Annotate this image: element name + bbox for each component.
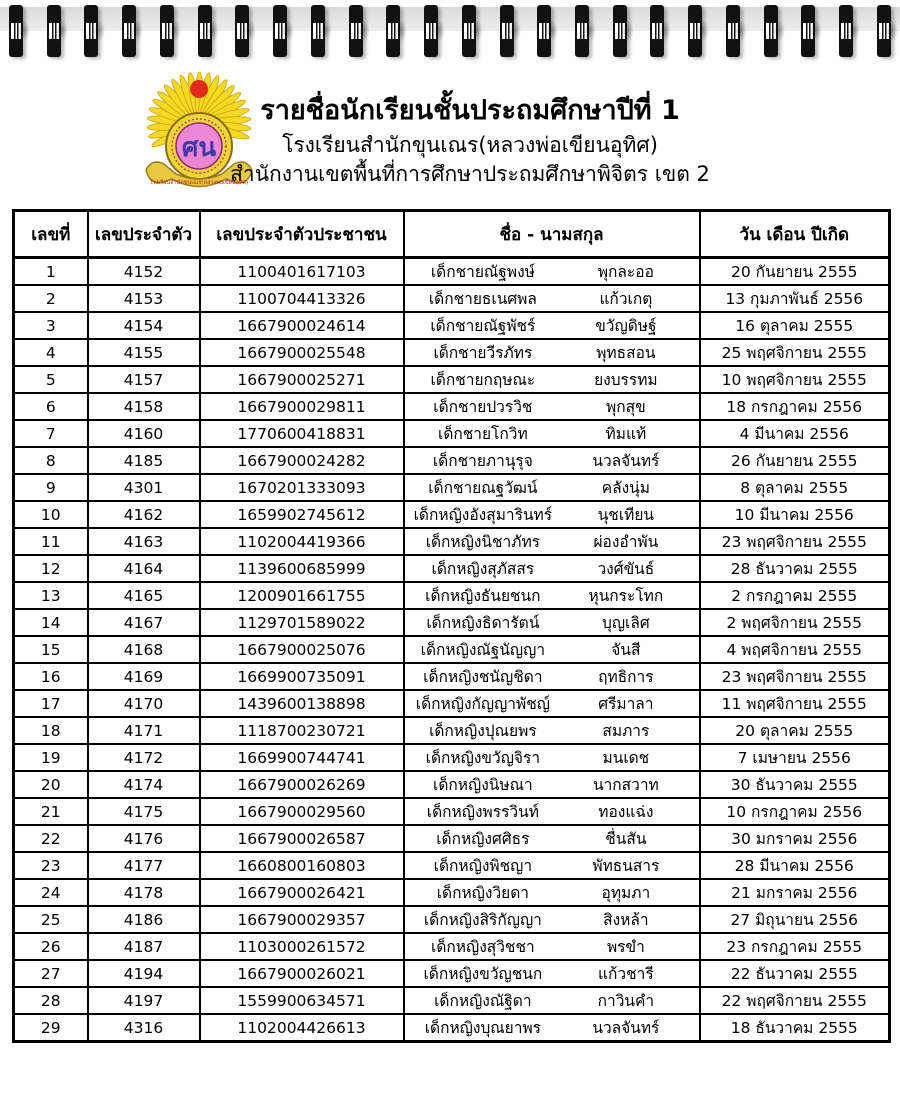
- table-row: [14, 825, 890, 852]
- cell-birth-date: 26 กันยายน 2555: [700, 447, 890, 474]
- cell-name: [404, 609, 700, 636]
- cell-birth-date: 21 มกราคม 2556: [700, 879, 890, 906]
- table-row: [14, 555, 890, 582]
- cell-citizen-id: 1100704413326: [200, 285, 404, 312]
- cell-student-id: 4164: [88, 555, 200, 582]
- cell-student-id: 4154: [88, 312, 200, 339]
- cell-name: [404, 852, 700, 879]
- first-name: เด็กหญิงสิริกัญญา: [423, 911, 542, 929]
- cell-number: 9: [14, 474, 88, 501]
- table-row: [14, 474, 890, 501]
- first-name: เด็กชายปวรวิช: [433, 398, 533, 416]
- cell-birth-date: 4 มีนาคม 2556: [700, 420, 890, 447]
- cell-birth-date: 2 พฤศจิกายน 2555: [700, 609, 890, 636]
- first-name: เด็กหญิงปุณยพร: [429, 722, 537, 740]
- cell-number: 12: [14, 555, 88, 582]
- cell-student-id: 4157: [88, 366, 200, 393]
- last-name: บุญเลิศ: [602, 614, 650, 632]
- cell-student-id: 4177: [88, 852, 200, 879]
- first-name: เด็กหญิงนิชาภัทร: [425, 533, 541, 551]
- cell-student-id: 4152: [88, 258, 200, 286]
- cell-birth-date: 27 มิถุนายน 2556: [700, 906, 890, 933]
- cell-name: [404, 879, 700, 906]
- cell-number: 3: [14, 312, 88, 339]
- cell-birth-date: 8 ตุลาคม 2555: [700, 474, 890, 501]
- first-name: เด็กหญิงนิษณา: [433, 776, 533, 794]
- last-name: หุนกระโทก: [588, 587, 664, 605]
- last-name: วงศ์ขันธ์: [597, 560, 655, 578]
- last-name: แก้วชารี: [598, 965, 654, 983]
- cell-birth-date: 10 มีนาคม 2556: [700, 501, 890, 528]
- first-name: เด็กชายณัฐพงษ์: [430, 263, 535, 281]
- spiral-binding: [0, 5, 900, 59]
- last-name: ผ่องอำพัน: [593, 533, 659, 551]
- cell-number: 7: [14, 420, 88, 447]
- cell-citizen-id: 1667900029560: [200, 798, 404, 825]
- binding-ring-icon: [839, 5, 853, 57]
- binding-ring-icon: [273, 5, 287, 57]
- cell-citizen-id: 1667900026587: [200, 825, 404, 852]
- table-row: [14, 501, 890, 528]
- last-name: ทิมแท้: [605, 425, 647, 443]
- cell-birth-date: 20 ตุลาคม 2555: [700, 717, 890, 744]
- binding-ring-icon: [424, 5, 438, 57]
- cell-student-id: 4178: [88, 879, 200, 906]
- cell-name: [404, 798, 700, 825]
- cell-birth-date: 4 พฤศจิกายน 2555: [700, 636, 890, 663]
- cell-number: 14: [14, 609, 88, 636]
- last-name: ขวัญดิษฐ์: [595, 317, 657, 335]
- cell-name: [404, 339, 700, 366]
- cell-name: [404, 663, 700, 690]
- cell-citizen-id: 1667900026021: [200, 960, 404, 987]
- table-row: [14, 447, 890, 474]
- cell-birth-date: 23 พฤศจิกายน 2555: [700, 663, 890, 690]
- cell-citizen-id: 1129701589022: [200, 609, 404, 636]
- cell-name: [404, 744, 700, 771]
- cell-number: 15: [14, 636, 88, 663]
- binding-ring-icon: [877, 5, 891, 57]
- cell-number: 24: [14, 879, 88, 906]
- first-name: เด็กชายวีรภัทร: [433, 344, 533, 362]
- binding-ring-icon: [726, 5, 740, 57]
- student-roster-table: [12, 209, 891, 1043]
- table-row: [14, 960, 890, 987]
- binding-ring-icon: [84, 5, 98, 57]
- cell-citizen-id: 1669900744741: [200, 744, 404, 771]
- cell-student-id: 4172: [88, 744, 200, 771]
- cell-student-id: 4168: [88, 636, 200, 663]
- table-row: [14, 906, 890, 933]
- table-row: [14, 285, 890, 312]
- cell-name: [404, 393, 700, 420]
- cell-number: 19: [14, 744, 88, 771]
- table-row: [14, 339, 890, 366]
- cell-name: [404, 474, 700, 501]
- last-name: สมภาร: [602, 722, 650, 740]
- last-name: ฤทธิการ: [598, 668, 654, 686]
- cell-student-id: 4167: [88, 609, 200, 636]
- page-title: รายชื่อนักเรียนชั้นประถมศึกษาปีที่ 1: [260, 95, 680, 126]
- cell-student-id: 4194: [88, 960, 200, 987]
- first-name: เด็กหญิงบุณยาพร: [424, 1019, 541, 1037]
- binding-ring-icon: [47, 5, 61, 57]
- last-name: พุกสุข: [606, 398, 646, 416]
- binding-ring-icon: [462, 5, 476, 57]
- table-row: [14, 312, 890, 339]
- cell-number: 16: [14, 663, 88, 690]
- cell-number: 21: [14, 798, 88, 825]
- last-name: อุทุมภา: [601, 884, 651, 902]
- cell-citizen-id: 1670201333093: [200, 474, 404, 501]
- cell-citizen-id: 1660800160803: [200, 852, 404, 879]
- cell-birth-date: 13 กุมภาพันธ์ 2556: [700, 285, 890, 312]
- cell-number: 17: [14, 690, 88, 717]
- first-name: เด็กหญิงขวัญชนก: [423, 965, 543, 983]
- first-name: เด็กหญิงธิดารัตน์: [426, 614, 540, 632]
- cell-student-id: 4186: [88, 906, 200, 933]
- column-header-0: เลขที่: [14, 211, 88, 258]
- school-name: โรงเรียนสำนักขุนเณร(หลวงพ่อเขียนอุทิศ): [282, 132, 658, 157]
- cell-birth-date: 10 กรกฎาคม 2556: [700, 798, 890, 825]
- cell-citizen-id: 1659902745612: [200, 501, 404, 528]
- binding-ring-icon: [650, 5, 664, 57]
- cell-name: [404, 825, 700, 852]
- cell-number: 13: [14, 582, 88, 609]
- cell-birth-date: 11 พฤศจิกายน 2555: [700, 690, 890, 717]
- first-name: เด็กชายณฐวัฒน์: [428, 479, 538, 497]
- cell-number: 1: [14, 258, 88, 286]
- cell-name: [404, 690, 700, 717]
- cell-citizen-id: 1559900634571: [200, 987, 404, 1014]
- table-header-row: [14, 211, 890, 258]
- cell-name: [404, 906, 700, 933]
- binding-ring-icon: [688, 5, 702, 57]
- cell-student-id: 4197: [88, 987, 200, 1014]
- cell-student-id: 4169: [88, 663, 200, 690]
- cell-birth-date: 30 มกราคม 2556: [700, 825, 890, 852]
- binding-ring-icon: [500, 5, 514, 57]
- table-row: [14, 528, 890, 555]
- cell-number: 18: [14, 717, 88, 744]
- cell-number: 23: [14, 852, 88, 879]
- table-row: [14, 609, 890, 636]
- last-name: นวลจันทร์: [592, 452, 660, 470]
- cell-citizen-id: 1102004426613: [200, 1014, 404, 1042]
- table-row: [14, 744, 890, 771]
- cell-student-id: 4163: [88, 528, 200, 555]
- cell-citizen-id: 1667900025548: [200, 339, 404, 366]
- cell-student-id: 4155: [88, 339, 200, 366]
- document-header: [40, 94, 900, 187]
- cell-name: [404, 636, 700, 663]
- last-name: พรขำ: [606, 938, 645, 956]
- cell-number: 20: [14, 771, 88, 798]
- cell-citizen-id: 1667900025076: [200, 636, 404, 663]
- cell-number: 22: [14, 825, 88, 852]
- first-name: เด็กชายณัฐพัชร์: [430, 317, 536, 335]
- cell-number: 25: [14, 906, 88, 933]
- cell-birth-date: 10 พฤศจิกายน 2555: [700, 366, 890, 393]
- column-header-4: วัน เดือน ปีเกิด: [700, 211, 890, 258]
- last-name: ชื่นสัน: [605, 830, 647, 848]
- cell-birth-date: 28 ธันวาคม 2555: [700, 555, 890, 582]
- column-header-1: เลขประจำตัว: [88, 211, 200, 258]
- crest-ribbon-text: โรงเรียนสำนักขุนเณร(หลวงพ่อเขียนอุทิศ): [149, 180, 249, 186]
- cell-number: 26: [14, 933, 88, 960]
- binding-ring-icon: [764, 5, 778, 57]
- first-name: เด็กชายกฤษณะ: [430, 371, 536, 389]
- cell-name: [404, 312, 700, 339]
- cell-citizen-id: 1770600418831: [200, 420, 404, 447]
- last-name: นุชเทียน: [597, 506, 655, 524]
- cell-citizen-id: 1103000261572: [200, 933, 404, 960]
- binding-ring-icon: [613, 5, 627, 57]
- binding-ring-icon: [311, 5, 325, 57]
- cell-name: [404, 258, 700, 286]
- binding-ring-icon: [386, 5, 400, 57]
- last-name: มนเดช: [602, 749, 650, 767]
- cell-student-id: 4160: [88, 420, 200, 447]
- cell-student-id: 4165: [88, 582, 200, 609]
- first-name: เด็กหญิงวิยดา: [436, 884, 529, 902]
- cell-number: 28: [14, 987, 88, 1014]
- cell-student-id: 4162: [88, 501, 200, 528]
- cell-birth-date: 23 พฤศจิกายน 2555: [700, 528, 890, 555]
- cell-birth-date: 25 พฤศจิกายน 2555: [700, 339, 890, 366]
- first-name: เด็กหญิงสุภัสสร: [431, 560, 535, 578]
- cell-name: [404, 933, 700, 960]
- table-row: [14, 690, 890, 717]
- cell-citizen-id: 1102004419366: [200, 528, 404, 555]
- last-name: พุกละออ: [597, 263, 654, 281]
- table-row: [14, 258, 890, 286]
- last-name: กาวินคำ: [597, 992, 655, 1010]
- cell-citizen-id: 1667900025271: [200, 366, 404, 393]
- binding-ring-icon: [122, 5, 136, 57]
- first-name: เด็กหญิงณัฐิดา: [434, 992, 532, 1010]
- first-name: เด็กหญิงพิชญา: [433, 857, 533, 875]
- cell-citizen-id: 1667900026269: [200, 771, 404, 798]
- last-name: ทองแฉ่ง: [598, 803, 654, 821]
- table-row: [14, 420, 890, 447]
- first-name: เด็กหญิงขวัญจิรา: [425, 749, 541, 767]
- cell-name: [404, 555, 700, 582]
- first-name: เด็กหญิงสุวิชชา: [431, 938, 535, 956]
- table-row: [14, 717, 890, 744]
- last-name: แก้วเกตุ: [599, 290, 653, 308]
- cell-name: [404, 285, 700, 312]
- cell-student-id: 4187: [88, 933, 200, 960]
- table-row: [14, 987, 890, 1014]
- cell-student-id: 4170: [88, 690, 200, 717]
- first-name: เด็กชายธเนศพล: [428, 290, 537, 308]
- cell-birth-date: 22 พฤศจิกายน 2555: [700, 987, 890, 1014]
- crest-emblem-letters: ศน: [181, 133, 217, 163]
- cell-student-id: 4316: [88, 1014, 200, 1042]
- cell-number: 8: [14, 447, 88, 474]
- cell-citizen-id: 1100401617103: [200, 258, 404, 286]
- binding-ring-icon: [198, 5, 212, 57]
- binding-ring-icon: [235, 5, 249, 57]
- last-name: ศรีมาลา: [598, 695, 654, 713]
- first-name: เด็กหญิงกัญญาพัชญ์: [415, 695, 550, 713]
- cell-birth-date: 2 กรกฎาคม 2555: [700, 582, 890, 609]
- first-name: เด็กหญิงธันยชนก: [425, 587, 541, 605]
- cell-number: 27: [14, 960, 88, 987]
- last-name: พัทธนสาร: [592, 857, 660, 875]
- cell-student-id: 4174: [88, 771, 200, 798]
- cell-name: [404, 717, 700, 744]
- binding-ring-icon: [160, 5, 174, 57]
- cell-student-id: 4301: [88, 474, 200, 501]
- table-row: [14, 366, 890, 393]
- last-name: จันสี: [611, 641, 641, 659]
- first-name: เด็กหญิงณัฐนัญญา: [420, 641, 546, 659]
- cell-name: [404, 366, 700, 393]
- cell-citizen-id: 1667900026421: [200, 879, 404, 906]
- cell-number: 11: [14, 528, 88, 555]
- binding-ring-icon: [537, 5, 551, 57]
- cell-birth-date: 16 ตุลาคม 2555: [700, 312, 890, 339]
- cell-number: 29: [14, 1014, 88, 1042]
- binding-ring-icon: [349, 5, 363, 57]
- cell-name: [404, 1014, 700, 1042]
- cell-citizen-id: 1669900735091: [200, 663, 404, 690]
- cell-citizen-id: 1667900024282: [200, 447, 404, 474]
- cell-number: 10: [14, 501, 88, 528]
- cell-student-id: 4176: [88, 825, 200, 852]
- table-row: [14, 636, 890, 663]
- last-name: คลังนุ่ม: [601, 479, 650, 497]
- cell-birth-date: 7 เมษายน 2556: [700, 744, 890, 771]
- cell-name: [404, 420, 700, 447]
- cell-student-id: 4171: [88, 717, 200, 744]
- first-name: เด็กหญิงชนัญชิดา: [423, 668, 543, 686]
- cell-birth-date: 30 ธันวาคม 2555: [700, 771, 890, 798]
- table-row: [14, 663, 890, 690]
- first-name: เด็กหญิงศศิธร: [436, 830, 530, 848]
- first-name: เด็กหญิงพรรวินท์: [426, 803, 539, 821]
- first-name: เด็กชายภานุรุจ: [432, 452, 533, 470]
- binding-ring-icon: [801, 5, 815, 57]
- last-name: นากสวาท: [592, 776, 659, 794]
- cell-birth-date: 23 กรกฎาคม 2555: [700, 933, 890, 960]
- table-row: [14, 798, 890, 825]
- cell-student-id: 4175: [88, 798, 200, 825]
- table-row: [14, 879, 890, 906]
- cell-citizen-id: 1118700230721: [200, 717, 404, 744]
- cell-name: [404, 501, 700, 528]
- cell-name: [404, 960, 700, 987]
- district-name: สำนักงานเขตพื้นที่การศึกษาประถมศึกษาพิจิตร เขต 2: [230, 162, 710, 186]
- cell-number: 5: [14, 366, 88, 393]
- cell-student-id: 4158: [88, 393, 200, 420]
- cell-name: [404, 987, 700, 1014]
- cell-birth-date: 22 ธันวาคม 2555: [700, 960, 890, 987]
- cell-name: [404, 582, 700, 609]
- cell-number: 4: [14, 339, 88, 366]
- binding-ring-icon: [575, 5, 589, 57]
- table-row: [14, 852, 890, 879]
- last-name: สิงหล้า: [603, 911, 649, 929]
- table-row: [14, 1014, 890, 1042]
- column-header-3: ชื่อ - นามสกุล: [404, 211, 700, 258]
- cell-citizen-id: 1667900024614: [200, 312, 404, 339]
- cell-citizen-id: 1439600138898: [200, 690, 404, 717]
- cell-student-id: 4185: [88, 447, 200, 474]
- last-name: ยงบรรทม: [594, 371, 658, 389]
- cell-citizen-id: 1139600685999: [200, 555, 404, 582]
- cell-number: 6: [14, 393, 88, 420]
- last-name: นวลจันทร์: [592, 1019, 660, 1037]
- first-name: เด็กชายโกวิท: [438, 425, 528, 443]
- cell-name: [404, 771, 700, 798]
- cell-student-id: 4153: [88, 285, 200, 312]
- cell-citizen-id: 1667900029811: [200, 393, 404, 420]
- cell-citizen-id: 1200901661755: [200, 582, 404, 609]
- table-row: [14, 771, 890, 798]
- last-name: พุทธสอน: [596, 344, 656, 362]
- cell-citizen-id: 1667900029357: [200, 906, 404, 933]
- column-header-2: เลขประจำตัวประชาชน: [200, 211, 404, 258]
- cell-name: [404, 447, 700, 474]
- table-row: [14, 393, 890, 420]
- binding-ring-icon: [9, 5, 23, 57]
- table-row: [14, 933, 890, 960]
- cell-number: 2: [14, 285, 88, 312]
- cell-birth-date: 28 มีนาคม 2556: [700, 852, 890, 879]
- table-row: [14, 582, 890, 609]
- cell-birth-date: 20 กันยายน 2555: [700, 258, 890, 286]
- first-name: เด็กหญิงอังสุมารินทร์: [413, 506, 553, 524]
- cell-name: [404, 528, 700, 555]
- cell-birth-date: 18 กรกฎาคม 2556: [700, 393, 890, 420]
- cell-birth-date: 18 ธันวาคม 2555: [700, 1014, 890, 1042]
